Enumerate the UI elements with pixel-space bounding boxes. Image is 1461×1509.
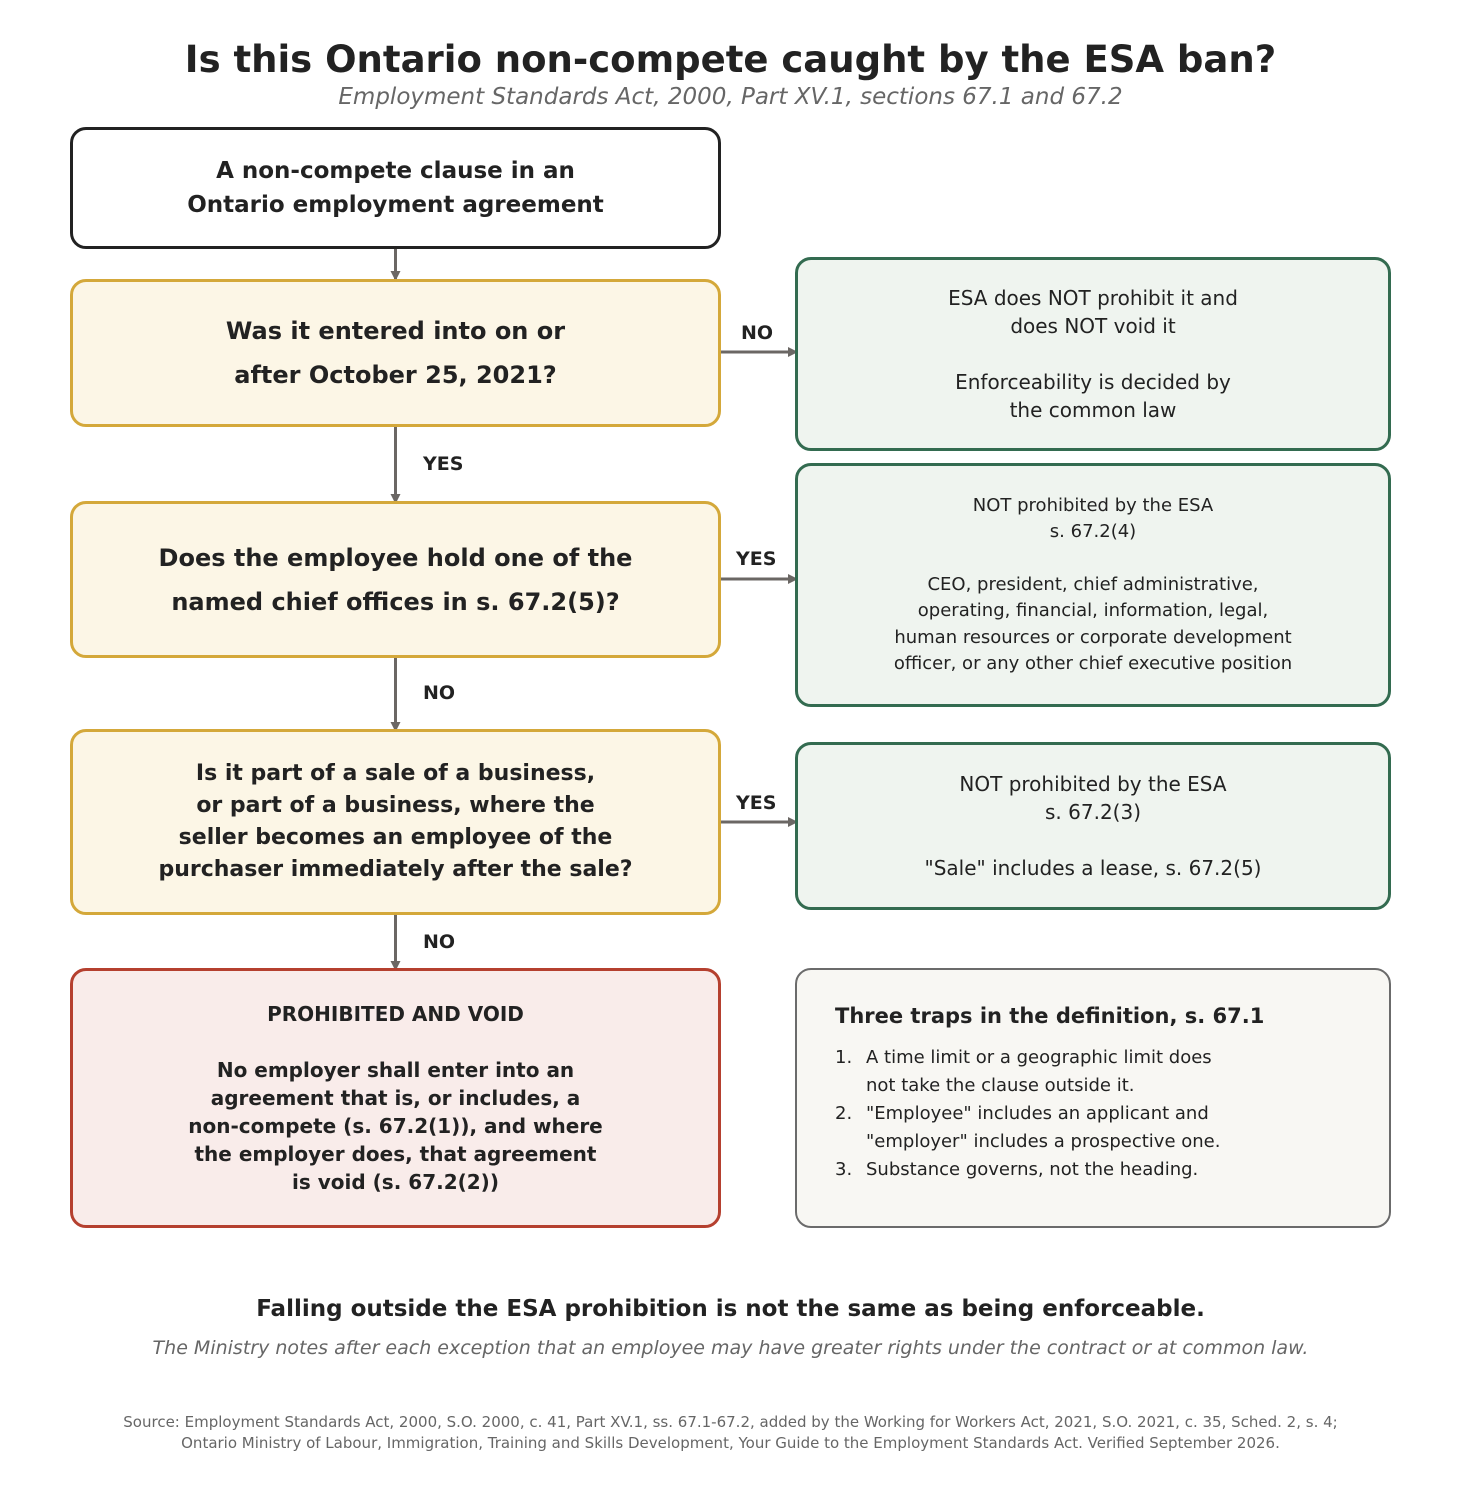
outcome-line: human resources or corporate development <box>894 626 1292 648</box>
question-line: purchaser immediately after the sale? <box>158 857 633 882</box>
start-line: Ontario employment agreement <box>187 192 604 218</box>
trap-number: 2. <box>835 1103 853 1124</box>
outcome-line: s. 67.2(4) <box>1049 521 1137 542</box>
trap-item <box>835 1100 1209 1128</box>
trap-text: Substance governs, not the heading. <box>866 1159 1199 1180</box>
start-node <box>70 127 721 249</box>
page-title: Is this Ontario non-compete caught by the ESA ban? <box>184 38 1277 81</box>
edge-label-q3-yes: YES <box>736 792 777 814</box>
void-line: is void (s. 67.2(2)) <box>292 1170 499 1194</box>
outcome-line: does NOT void it <box>1010 314 1176 338</box>
question-line: seller becomes an employee of the <box>178 825 613 850</box>
outcome-line: Enforceability is decided by <box>955 370 1231 394</box>
outcome-line: ESA does NOT prohibit it and <box>948 286 1238 310</box>
outcome-line: s. 67.2(3) <box>1045 800 1141 824</box>
trap-item <box>835 1128 1220 1156</box>
trap-text: "employer" includes a prospective one. <box>866 1131 1221 1152</box>
trap-text: A time limit or a geographic limit does <box>866 1047 1212 1068</box>
question-line: Was it entered into on or <box>225 317 566 345</box>
void-line: non-compete (s. 67.2(1)), and where <box>188 1114 603 1138</box>
traps-title: Three traps in the definition, s. 67.1 <box>835 1004 1265 1028</box>
outcome-line: the common law <box>1009 398 1177 422</box>
source-line: Source: Employment Standards Act, 2000, S.O. 2000, c. 41, Part XV.1, ss. 67.1-67.2, added by the Working for Workers Act, 2021, S.O. 2021, c. 35, Sched. 2, s. 4; <box>123 1413 1338 1431</box>
question-line: after October 25, 2021? <box>234 361 557 389</box>
question-entered-date <box>70 279 721 427</box>
question-line: or part of a business, where the <box>196 793 595 818</box>
edge-label-q1-no: NO <box>741 322 774 344</box>
trap-text: not take the clause outside it. <box>866 1075 1135 1096</box>
trap-item <box>835 1156 1198 1184</box>
trap-number: 1. <box>835 1047 853 1068</box>
trap-item <box>835 1044 1212 1072</box>
outcome-sale-exception <box>795 742 1391 910</box>
source-citation <box>0 1412 1461 1454</box>
outcome-line: NOT prohibited by the ESA <box>972 494 1214 516</box>
page-subtitle: Employment Standards Act, 2000, Part XV.1, sections 67.1 and 67.2 <box>338 84 1123 110</box>
outcome-line: operating, financial, information, legal, <box>917 600 1269 621</box>
question-line: Does the employee hold one of the <box>158 543 633 572</box>
prohibited-void-node <box>70 968 721 1228</box>
trap-number: 3. <box>835 1159 853 1180</box>
void-line: the employer does, that agreement <box>194 1142 597 1166</box>
void-line: No employer shall enter into an <box>216 1058 575 1082</box>
outcome-not-prohibited-date <box>795 257 1391 451</box>
edge-label-q2-yes: YES <box>736 548 777 570</box>
question-line: Is it part of a sale of a business, <box>195 761 596 786</box>
question-chief-office <box>70 501 721 658</box>
outcome-line: "Sale" includes a lease, s. 67.2(5) <box>924 856 1262 880</box>
trap-item <box>835 1072 1135 1100</box>
question-sale-of-business <box>70 729 721 915</box>
void-heading: PROHIBITED AND VOID <box>267 1002 524 1026</box>
outcome-line: NOT prohibited by the ESA <box>959 772 1227 796</box>
edge-label-q3-no: NO <box>423 931 456 953</box>
outcome-line: officer, or any other chief executive position <box>893 653 1293 674</box>
source-line: Ontario Ministry of Labour, Immigration, Training and Skills Development, Your Guide to the Employment Standards Act. Verified September 2026. <box>181 1434 1280 1452</box>
question-line: named chief offices in s. 67.2(5)? <box>171 587 620 616</box>
outcome-executive-exception <box>795 463 1391 707</box>
void-line: agreement that is, or includes, a <box>210 1086 581 1110</box>
footer-headline: Falling outside the ESA prohibition is not the same as being enforceable. <box>256 1296 1205 1322</box>
traps-panel <box>795 968 1391 1228</box>
footer-note: The Ministry notes after each exception that an employee may have greater rights under the contract or at common law. <box>152 1337 1309 1359</box>
start-line: A non-compete clause in an <box>216 158 575 184</box>
outcome-line: CEO, president, chief administrative, <box>927 573 1259 595</box>
trap-text: "Employee" includes an applicant and <box>866 1103 1209 1124</box>
edge-label-q1-yes: YES <box>423 453 464 475</box>
edge-label-q2-no: NO <box>423 682 456 704</box>
